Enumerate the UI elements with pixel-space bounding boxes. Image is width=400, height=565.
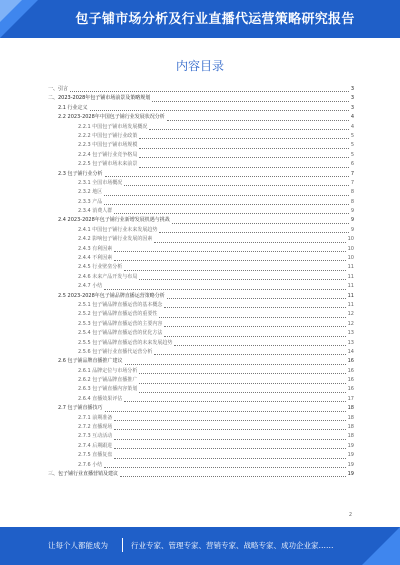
toc-entry-label: 2.5.1 包子铺品牌直播运营的基本概念 [78,301,163,308]
toc-entry-page: 16 [347,367,354,374]
footer-accent-shape [362,527,400,565]
toc-entry-label: 2.4 2023-2028年包子铺行业新增发展机遇与挑战 [58,217,170,224]
toc-entry[interactable] [48,282,354,291]
toc-entry[interactable] [48,254,354,263]
toc-entry[interactable] [48,113,354,122]
toc-leader-dots [114,439,345,440]
toc-heading: 内容目录 [175,59,224,73]
toc-leader-dots [154,242,345,243]
toc-entry-page: 9 [350,217,354,224]
toc-entry-label: 2.5 2023-2028年包子铺品牌直播运营策略分析 [58,292,165,299]
toc-entry[interactable] [48,470,354,479]
toc-entry-label: 二、2023-2028年包子铺市场前景及策略规划 [48,95,151,102]
toc-entry[interactable] [48,395,354,404]
toc-leader-dots [114,429,345,430]
toc-leader-dots [172,223,349,224]
toc-entry[interactable] [48,292,354,301]
toc-entry-page: 18 [347,424,354,431]
toc-leader-dots [120,476,346,477]
toc-entry-page: 4 [350,114,354,121]
toc-entry-label: 2.4.2 影响包子铺行业发展的因素 [78,236,153,243]
toc-entry-label: 2.6.4 直播效果评估 [78,395,123,402]
toc-entry-page: 17 [347,395,354,402]
toc-leader-dots [164,307,345,308]
toc-leader-dots [139,167,348,168]
toc-entry-label: 2.6.1 品牌定位与市场分析 [78,367,138,374]
toc-leader-dots [104,204,349,205]
toc-leader-dots [139,138,348,139]
toc-entry-page: 19 [347,452,354,459]
toc-entry[interactable] [48,414,354,423]
toc-entry[interactable] [48,216,354,225]
toc-leader-dots [105,411,346,412]
toc-entry-label: 2.4.1 中国包子铺行业未来发展趋势 [78,226,158,233]
toc-entry[interactable] [48,235,354,244]
toc-entry-page: 5 [350,132,354,139]
toc-entry[interactable] [48,207,354,216]
toc-entry-label: 2.6 包子铺品牌直播推广建议 [58,358,123,365]
toc-leader-dots [114,251,345,252]
toc-entry-page: 11 [347,264,354,271]
toc-entry-label: 2.5.2 包子铺品牌直播运营的重要性 [78,311,158,318]
toc-entry-page: 16 [347,377,354,384]
toc-entry-label: 2.6.2 包子铺品牌直播推广 [78,377,138,384]
toc-entry-label: 2.2.3 中国包子铺市场规模 [78,142,138,149]
toc-entry-label: 2.4.4 不利因素 [78,255,113,262]
toc-leader-dots [104,195,349,196]
toc-entry-page: 6 [350,161,354,168]
toc-entry[interactable] [48,245,354,254]
toc-leader-dots [104,467,345,468]
toc-entry-label: 2.4.7 小结 [78,283,103,290]
toc-entry-label: 2.7.5 直播复盘 [78,452,113,459]
toc-leader-dots [149,129,348,130]
toc-entry-page: 12 [347,320,354,327]
toc-leader-dots [114,213,349,214]
toc-entry-page: 13 [347,339,354,346]
toc-leader-dots [70,91,349,92]
page-number: 2 [348,512,352,518]
toc-leader-dots [167,120,349,121]
toc-entry-page: 12 [347,311,354,318]
toc-entry[interactable] [48,188,354,197]
toc-entry[interactable] [48,367,354,376]
toc-leader-dots [159,317,345,318]
toc-entry-page: 5 [350,142,354,149]
toc-entry[interactable] [48,198,354,207]
toc-entry-label: 2.1 行业定义 [58,104,88,111]
toc-entry[interactable] [48,461,354,470]
toc-entry-label: 2.7.3 互动活动 [78,433,113,440]
toc-entry-label: 2.5.6 包子铺行业直播代运营分析 [78,348,153,355]
toc-leader-dots [114,260,345,261]
toc-entry[interactable] [48,123,354,132]
toc-entry-label: 一、引言 [48,85,69,92]
toc-entry-page: 11 [347,292,354,299]
toc-entry-label: 2.3 包子铺行业分析 [58,170,103,177]
toc-entry[interactable] [48,386,354,395]
toc-entry[interactable] [48,132,354,141]
toc-leader-dots [114,420,345,421]
toc-entry-page: 10 [347,245,354,252]
toc-entry-page: 18 [347,433,354,440]
toc-entry[interactable] [48,451,354,460]
toc-entry[interactable] [48,226,354,235]
toc-leader-dots [105,176,349,177]
header-banner [0,0,400,38]
toc-leader-dots [124,185,349,186]
toc-leader-dots [152,101,349,102]
toc-entry[interactable] [48,357,354,366]
toc-entry[interactable] [48,263,354,272]
toc-entry-page: 5 [350,151,354,158]
toc-entry[interactable] [48,348,354,357]
toc-entry-label: 2.2.2 中国包子铺行业政策 [78,132,138,139]
toc-leader-dots [139,279,345,280]
toc-entry-page: 11 [347,283,354,290]
toc-entry-page: 18 [347,414,354,421]
toc-leader-dots [167,298,346,299]
toc-leader-dots [124,270,345,271]
toc-leader-dots [114,458,345,459]
toc-leader-dots [139,157,348,158]
toc-leader-dots [104,289,345,290]
toc-entry[interactable] [48,432,354,441]
toc-entry-page: 19 [347,442,354,449]
toc-leader-dots [174,345,345,346]
toc-leader-dots [124,401,345,402]
toc-entry-page: 16 [347,386,354,393]
toc-leader-dots [154,354,345,355]
toc-leader-dots [139,148,348,149]
toc-entry-label: 2.5.4 包子铺品牌直播运营的优化方法 [78,330,163,337]
toc-entry-label: 2.2 2023-2028年中国包子铺行业发展状况分析 [58,114,165,121]
toc-entry-page: 11 [347,273,354,280]
footer-divider [122,538,123,552]
toc-entry-label: 2.7.1 前期准备 [78,414,113,421]
toc-entry[interactable] [48,273,354,282]
toc-leader-dots [125,364,346,365]
toc-entry-page: 7 [350,170,354,177]
toc-entry-page: 8 [350,198,354,205]
toc-entry[interactable] [48,104,354,113]
toc-entry-page: 3 [350,85,354,92]
toc-leader-dots [139,373,345,374]
toc-entry[interactable] [48,301,354,310]
toc-leader-dots [164,336,345,337]
toc-leader-dots [159,232,348,233]
toc-entry[interactable] [48,160,354,169]
header-accent-shape-light [0,0,22,22]
toc-leader-dots [139,392,345,393]
toc-entry[interactable] [48,423,354,432]
toc-entry-page: 4 [350,123,354,130]
report-title: 包子铺市场分析及行业直播代运营策略研究报告 [75,12,355,27]
footer-slogan: 让每个人都能成为 [48,541,108,550]
toc-entry-label: 2.7.4 后期跟进 [78,442,113,449]
toc-entry-page: 3 [350,95,354,102]
toc-entry-page: 9 [350,226,354,233]
toc-entry-label: 2.4.6 未来产品开发与布局 [78,273,138,280]
toc-entry[interactable] [48,442,354,451]
toc-entry-label: 2.7.6 小结 [78,461,103,468]
toc-entry-label: 2.2.1 中国包子铺市场发展概况 [78,123,148,130]
toc-entry[interactable] [48,141,354,150]
toc-entry-label: 三、包子铺行业直播营销及建议 [48,471,119,477]
toc-entry[interactable] [48,170,354,179]
toc-entry-page: 18 [347,405,354,412]
toc-leader-dots [164,326,345,327]
table-of-contents [48,85,354,505]
toc-entry-label: 2.7 包子铺直播技巧 [58,405,103,412]
toc-entry-label: 2.5.5 包子铺品牌直播运营的未来发展趋势 [78,339,173,346]
toc-entry[interactable] [48,310,354,319]
toc-leader-dots [139,383,345,384]
toc-entry-page: 3 [350,104,354,111]
toc-entry[interactable] [48,94,354,103]
toc-entry-label: 2.6.3 包子铺直播内容策划 [78,386,138,393]
toc-entry-page: 10 [347,236,354,243]
toc-entry[interactable] [48,329,354,338]
toc-entry-page: 9 [350,208,354,215]
toc-entry-page: 14 [347,348,354,355]
toc-leader-dots [90,110,349,111]
toc-entry-page: 13 [347,330,354,337]
toc-entry-page: 7 [350,179,354,186]
toc-entry-page: 11 [347,301,354,308]
toc-entry[interactable] [48,320,354,329]
toc-entry-label: 2.4.5 行业壁垒分析 [78,264,123,271]
toc-entry-label: 2.2.5 包子铺市场未来前景 [78,161,138,168]
toc-entry-label: 2.3.1 全国市场概况 [78,179,123,186]
toc-entry-page: 19 [347,471,354,477]
toc-entry-label: 2.2.4 包子铺行业竞争格局 [78,151,138,158]
toc-entry-page: 16 [347,358,354,365]
toc-entry-label: 2.3.4 消费人群 [78,208,113,215]
toc-entry-label: 2.3.2 地区 [78,189,103,196]
toc-entry-label: 2.7.2 直播现场 [78,424,113,431]
toc-entry-label: 2.3.3 产品 [78,198,103,205]
toc-entry-page: 10 [347,255,354,262]
toc-entry[interactable] [48,85,354,94]
toc-entry-label: 2.4.3 有利因素 [78,245,113,252]
toc-entry[interactable] [48,179,354,188]
footer-roles: 行业专家、管理专家、营销专家、战略专家、成功企业家…… [131,541,334,550]
toc-entry[interactable] [48,151,354,160]
toc-entry-page: 19 [347,461,354,468]
toc-leader-dots [114,448,345,449]
toc-entry[interactable] [48,376,354,385]
footer-banner [0,527,400,565]
toc-entry[interactable] [48,339,354,348]
toc-entry[interactable] [48,404,354,413]
toc-entry-label: 2.5.3 包子铺品牌直播运营的主要内容 [78,320,163,327]
toc-entry-page: 8 [350,189,354,196]
